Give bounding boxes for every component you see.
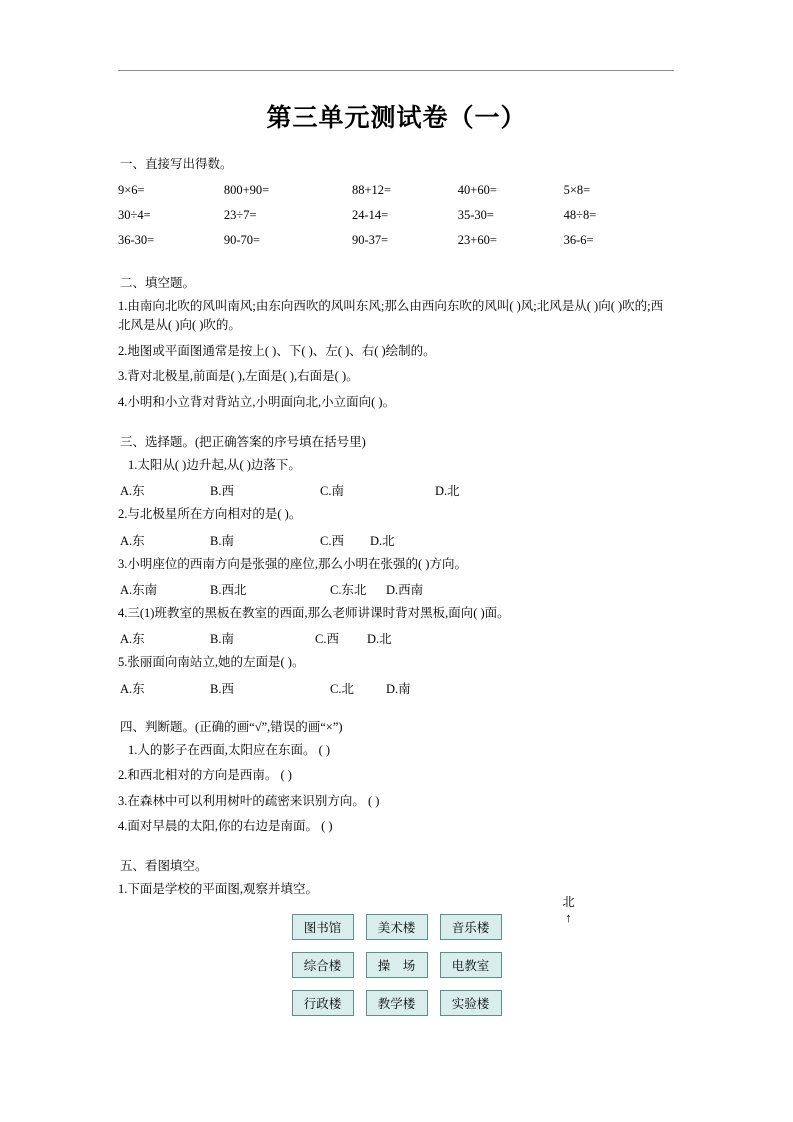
arith-cell: 35-30= (457, 208, 494, 222)
option-d[interactable]: D.北 (370, 533, 395, 548)
arith-cell: 48÷8= (563, 208, 597, 222)
choice-question-2-stem: 2.与北极星所在方向相对的是( )。 (118, 507, 302, 522)
map-box-music-building: 音乐楼 (440, 914, 502, 940)
option-b[interactable]: B.西北 (210, 583, 247, 597)
option-d[interactable]: D.南 (386, 681, 411, 696)
map-box-admin-building: 行政楼 (292, 990, 354, 1016)
figure-question-1: 1.下面是学校的平面图,观察并填空。 (118, 882, 319, 897)
map-box-playground: 操 场 (366, 952, 428, 978)
arith-cell: 800+90= (223, 183, 270, 197)
option-a[interactable]: A.东南 (120, 583, 158, 597)
option-d[interactable]: D.北 (435, 484, 460, 499)
north-indicator (559, 892, 579, 924)
option-a[interactable]: A.东 (120, 484, 145, 499)
option-a[interactable]: A.东 (120, 533, 145, 548)
fill-blank-question-2: 2.地图或平面图通常是按上( )、下( )、左( )、右( )绘制的。 (118, 343, 436, 358)
choice-question-3-options (120, 580, 675, 598)
map-box-av-room: 电教室 (440, 952, 502, 978)
fill-blank-question-1: 1.由南向北吹的风叫南风;由东向西吹的风叫东风;那么由西向东吹的风叫( )风;北风是从( )向( )吹的;西北风是从( )向( )吹的。 (118, 299, 664, 333)
choice-question-5-options (120, 679, 675, 697)
option-b[interactable]: B.南 (210, 533, 234, 548)
truefalse-question-1: 1.人的影子在西面,太阳应在东面。 ( ) (128, 742, 331, 757)
map-box-library: 图书馆 (292, 914, 354, 940)
option-c[interactable]: C.南 (320, 484, 344, 499)
fill-blank-question-3: 3.背对北极星,前面是( ),左面是( ),右面是( )。 (118, 369, 359, 384)
north-arrow-icon: ↑ (565, 909, 572, 925)
truefalse-question-2: 2.和西北相对的方向是西南。 ( ) (118, 768, 292, 783)
arith-cell: 24-14= (351, 208, 389, 222)
map-row-middle (267, 952, 527, 978)
choice-question-4-stem: 4.三(1)班教室的黑板在教室的西面,那么老师讲课时背对黑板,面向( )面。 (118, 606, 510, 620)
arith-cell: 30÷4= (118, 208, 151, 222)
choice-question-1-options (120, 481, 675, 499)
map-box-art-building: 美术楼 (366, 914, 428, 940)
table-row (118, 178, 675, 203)
arith-cell: 88+12= (351, 183, 392, 197)
option-b[interactable]: B.西 (210, 484, 234, 499)
arithmetic-table (118, 178, 675, 253)
table-row (118, 203, 675, 228)
section-heading-2: 二、填空题。 (120, 276, 196, 290)
choice-question-5-stem: 5.张丽面向南站立,她的左面是( )。 (118, 655, 305, 670)
map-row-top (267, 914, 527, 940)
map-row-bottom (267, 990, 527, 1016)
option-a[interactable]: A.东 (120, 632, 145, 647)
page-title: 第三单元测试卷（一） (266, 105, 527, 132)
option-b[interactable]: B.西 (210, 681, 234, 696)
truefalse-question-3: 3.在森林中可以利用树叶的疏密来识别方向。 ( ) (118, 793, 380, 808)
table-row (118, 228, 675, 253)
choice-question-2-options (120, 531, 675, 549)
option-c[interactable]: C.西 (315, 632, 339, 647)
arith-cell: 90-70= (223, 233, 261, 247)
arith-cell: 40+60= (457, 183, 497, 197)
arith-cell: 23÷7= (223, 208, 257, 222)
option-a[interactable]: A.东 (120, 681, 145, 696)
truefalse-question-4: 4.面对早晨的太阳,你的右边是南面。 ( ) (118, 818, 333, 833)
choice-question-1-stem: 1.太阳从( )边升起,从( )边落下。 (128, 457, 301, 472)
map-box-lab-building: 实验楼 (440, 990, 502, 1016)
map-box-complex-building: 综合楼 (292, 952, 354, 978)
option-c[interactable]: C.北 (330, 681, 354, 696)
choice-question-3-stem: 3.小明座位的西南方向是张强的座位,那么小明在张强的( )方向。 (118, 556, 467, 571)
arith-cell: 9×6= (118, 183, 145, 197)
arith-cell: 36-6= (563, 233, 594, 247)
option-d[interactable]: D.北 (367, 632, 392, 647)
arith-cell: 5×8= (563, 183, 591, 197)
arith-cell: 36-30= (118, 233, 155, 247)
arith-cell: 90-37= (351, 233, 389, 247)
section-heading-3: 三、选择题。(把正确答案的序号填在括号里) (120, 434, 366, 449)
section-heading-1: 一、直接写出得数。 (120, 157, 233, 171)
section-heading-4: 四、判断题。(正确的画“√”,错误的画“×”) (120, 719, 343, 734)
option-b[interactable]: B.南 (210, 632, 234, 647)
north-label: 北 (562, 894, 575, 909)
fill-blank-question-4: 4.小明和小立背对背站立,小明面向北,小立面向( )。 (118, 394, 396, 409)
map-box-teaching-building: 教学楼 (366, 990, 428, 1016)
section-heading-5: 五、看图填空。 (120, 859, 208, 874)
option-c[interactable]: C.东北 (330, 583, 367, 597)
option-d[interactable]: D.西南 (386, 583, 424, 597)
choice-question-4-options (120, 629, 675, 647)
header-divider (118, 70, 674, 71)
option-c[interactable]: C.西 (320, 533, 344, 548)
school-map-diagram (267, 894, 575, 1016)
arith-cell: 23+60= (457, 233, 497, 247)
